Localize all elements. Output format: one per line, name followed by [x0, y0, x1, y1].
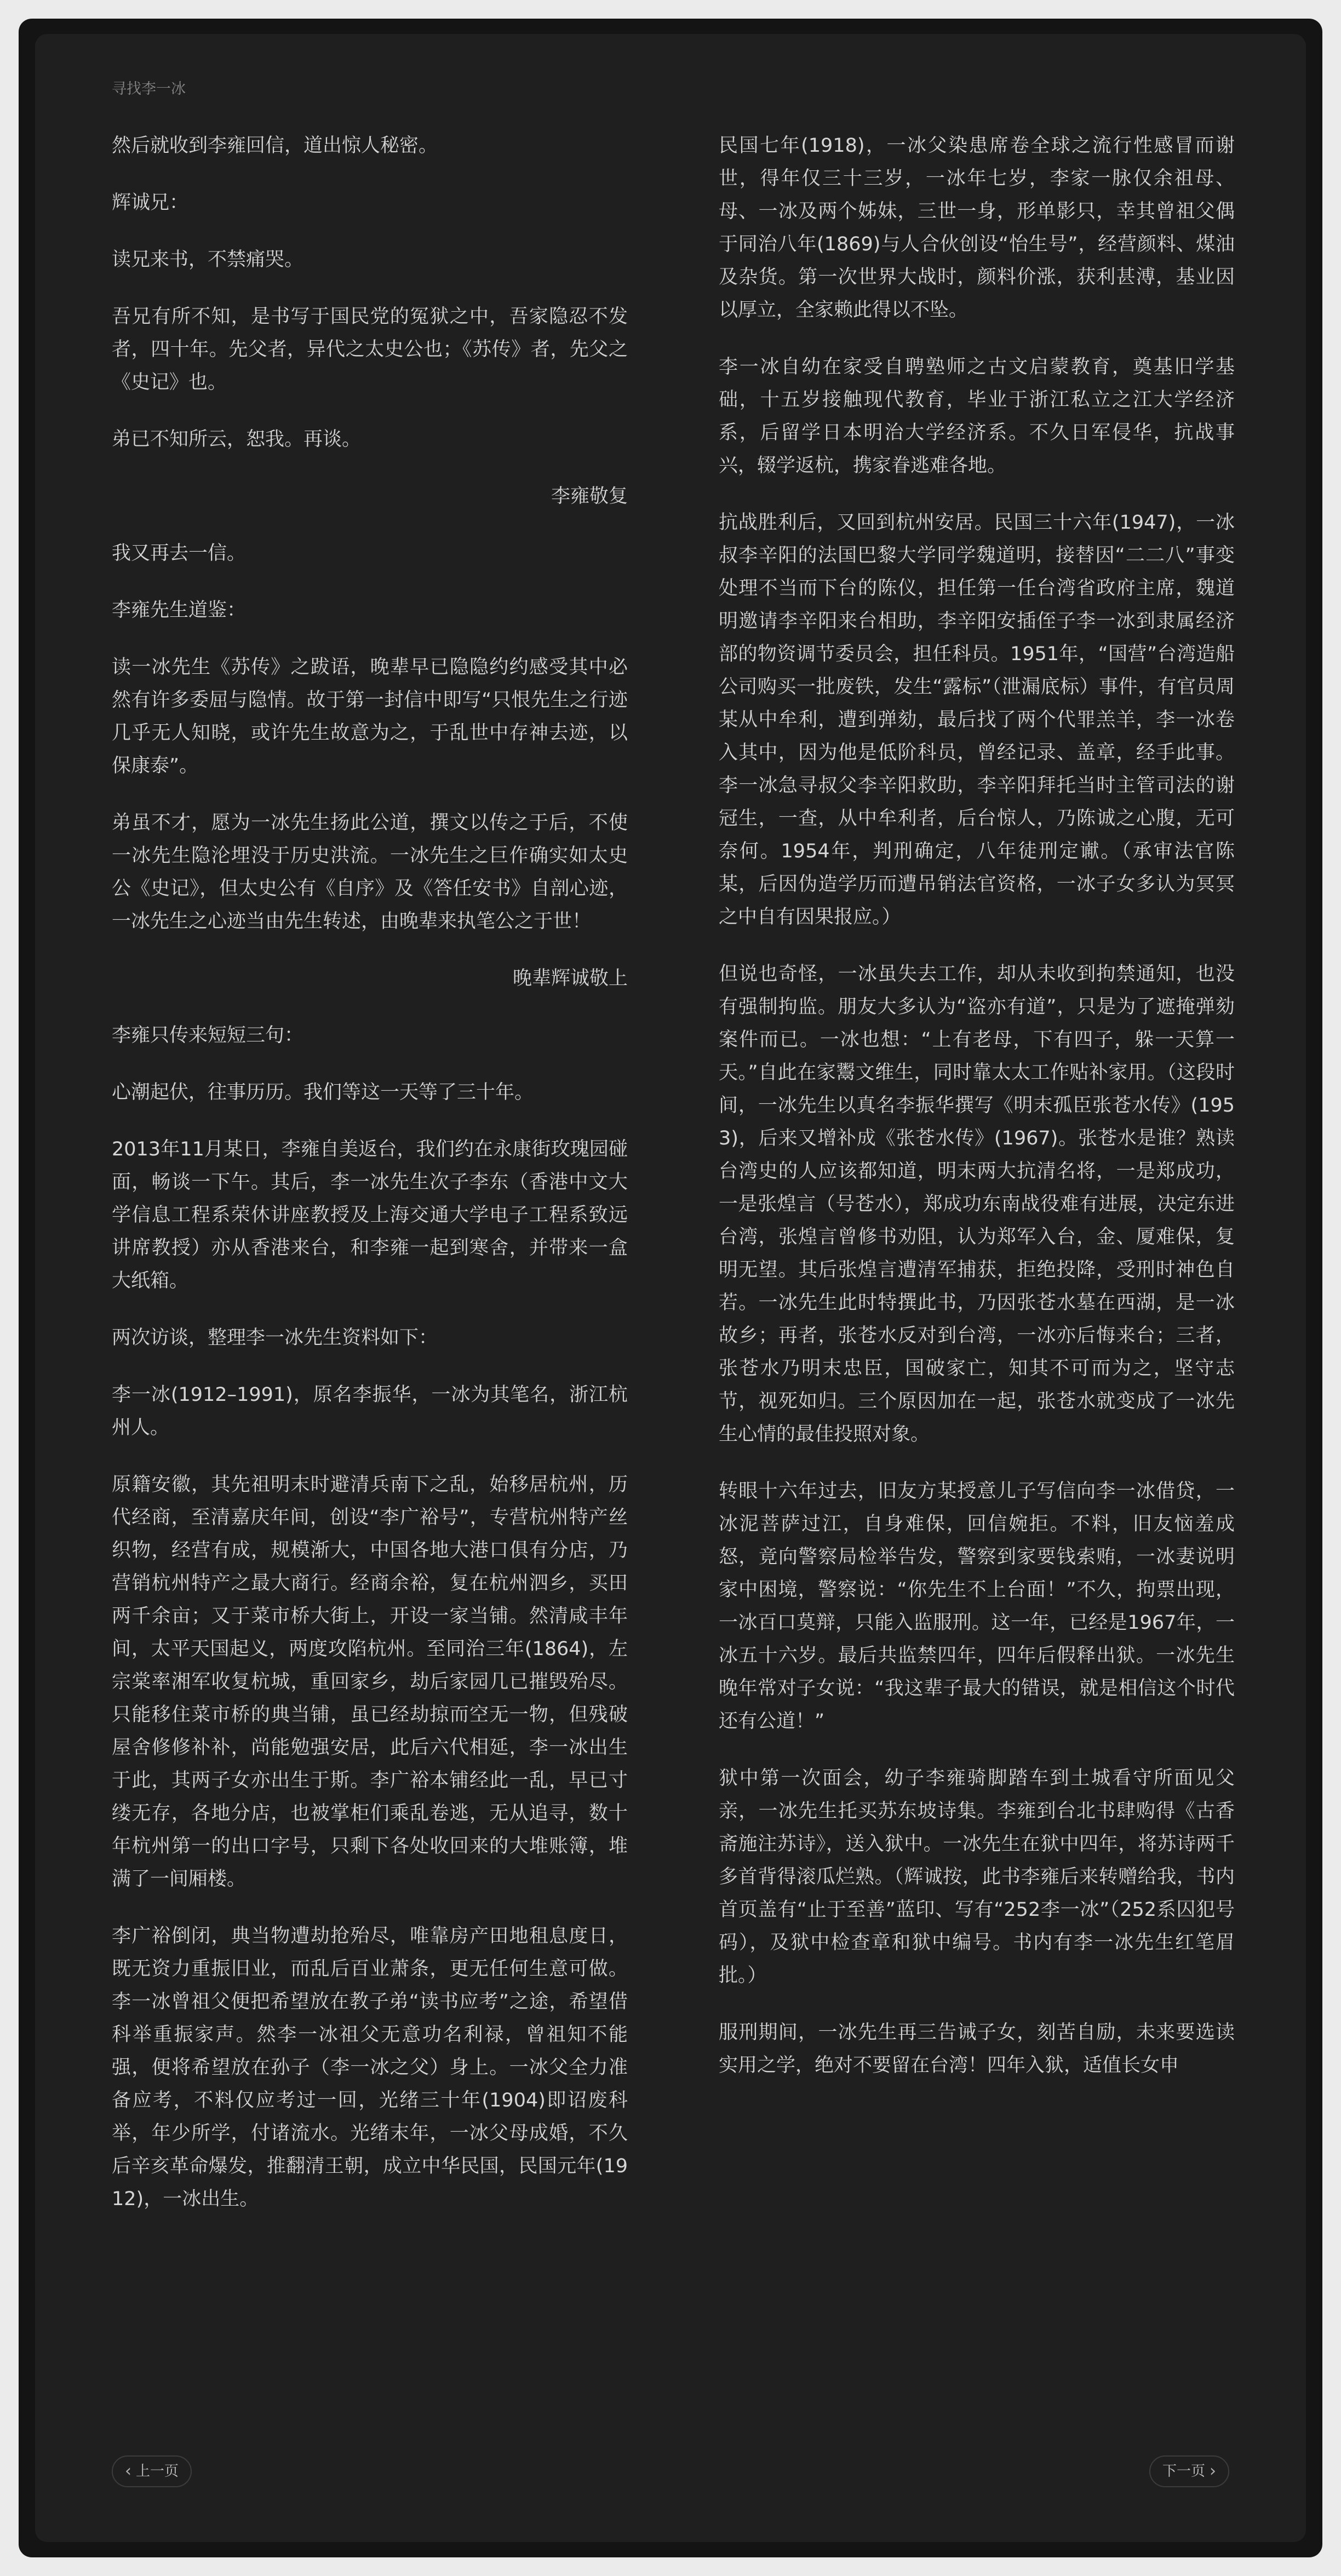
paragraph: 原籍安徽，其先祖明末时避清兵南下之乱，始移居杭州，历代经商，至清嘉庆年间，创设“李广裕号”，专营杭州特产丝织物，经营有成，规模渐大，中国各地大港口俱有分店，乃营销杭州特产之最大商行。经商余裕，复在杭州泗乡，买田两千余亩；又于菜市桥大街上，开设一家当铺。然清咸丰年间，太平天国起义，两度攻陷杭州。至同治三年(1864)，左宗棠率湘军收复杭城，重回家乡，劫后家园几已摧毁殆尽。只能移住菜市桥的典当铺，虽已经劫掠而空无一物，但残破屋舍修修补补，尚能勉强安居，此后六代相延，李一冰出生于此，其两子女亦出生于斯。李广裕本铺经此一乱，早已寸缕无存，各地分店，也被掌柜们乘乱卷逃，无从追寻，数十年杭州第一的出口字号，只剩下各处收回来的大堆账簿，堆满了一间厢楼。 [112, 1474, 628, 1890]
next-page-label: 下一页 [1162, 2463, 1205, 2480]
app-window [19, 19, 1322, 2557]
paragraph: 民国七年(1918)，一冰父染患席卷全球之流行性感冒而谢世，得年仅三十三岁，一冰年七岁，李家一脉仅余祖母、母、一冰及两个姊妹，三世一身，形单影只，幸其曾祖父偶于同治八年(1869)与人合伙创设“怡生号”，经营颜料、煤油及杂货。第一次世界大战时，颜料价涨，获利甚溥，基业因以厚立，全家赖此得以不坠。 [719, 135, 1235, 321]
paragraph: 弟虽不才，愿为一冰先生扬此公道，撰文以传之于后，不使一冰先生隐沦埋没于历史洪流。一冰先生之巨作确实如太史公《史记》，但太史公有《自序》及《答任安书》自剖心迹，一冰先生之心迹当由先生转述，由晚辈来执笔公之于世！ [112, 812, 628, 932]
paragraph: 两次访谈，整理李一冰先生资料如下： [112, 1327, 438, 1349]
signature-line: 李雍敬复 [551, 485, 628, 507]
paragraph: 李雍先生道鉴： [112, 599, 247, 621]
paragraph: 读一冰先生《苏传》之跋语，晚辈早已隐隐约约感受其中必然有许多委屈与隐情。故于第一封信中即写“只恨先生之行迹几乎无人知晓，或许先生故意为之，于乱世中存神去迹，以保康泰”。 [112, 656, 628, 777]
paragraph: 李一冰(1912–1991)，原名李振华，一冰为其笔名，浙江杭州人。 [112, 1384, 628, 1439]
chevron-left-icon: ‹ [125, 2461, 131, 2481]
chevron-right-icon: › [1210, 2461, 1216, 2481]
paragraph: 服刑期间，一冰先生再三告诫子女，刻苦自励，未来要选读实用之学，绝对不要留在台湾！四年入狱，适值长女申 [719, 2022, 1235, 2076]
document-title: 寻找李一冰 [112, 81, 186, 97]
reader-page [35, 34, 1306, 2542]
paragraph: 抗战胜利后，又回到杭州安居。民国三十六年(1947)，一冰叔李辛阳的法国巴黎大学同学魏道明，接替因“二二八”事变处理不当而下台的陈仪，担任第一任台湾省政府主席，魏道明邀请李辛阳来台相助，李辛阳安插侄子李一冰到隶属经济部的物资调节委员会，担任科员。1951年，“国营”台湾造船公司购买一批废铁，发生“露标”（泄漏底标）事件，有官员周某从中牟利，遭到弹劾，最后找了两个代罪羔羊，李一冰卷入其中，因为他是低阶科员，曾经记录、盖章，经手此事。李一冰急寻叔父李辛阳救助，李辛阳拜托当时主管司法的谢冠生，一查，从中牟利者，后台惊人，乃陈诚之心腹，无可奈何。1954年，判刑确定，八年徒刑定谳。（承审法官陈某，后因伪造学历而遭吊销法官资格，一冰子女多认为冥冥之中自有因果报应。） [719, 512, 1235, 928]
prev-page-button[interactable] [112, 2455, 192, 2487]
paragraph: 狱中第一次面会，幼子李雍骑脚踏车到土城看守所面见父亲，一冰先生托买苏东坡诗集。李雍到台北书肆购得《古香斋施注苏诗》，送入狱中。一冰先生在狱中四年，将苏诗两千多首背得滚瓜烂熟。（辉诚按，此书李雍后来转赠给我，书内首页盖有“止于至善”蓝印、写有“252李一冰”（252系囚犯号码），及狱中检查章和狱中编号。书内有李一冰先生红笔眉批。） [719, 1767, 1235, 1987]
paragraph: 弟已不知所云，恕我。再谈。 [112, 428, 362, 450]
left-column [112, 129, 628, 2240]
paragraph: 李一冰自幼在家受自聘塾师之古文启蒙教育，奠基旧学基础，十五岁接触现代教育，毕业于浙江私立之江大学经济系，后留学日本明治大学经济系。不久日军侵华，抗战事兴，辍学返杭，携家眷逃难各地。 [719, 356, 1235, 477]
paragraph: 李广裕倒闭，典当物遭劫抢殆尽，唯靠房产田地租息度日，既无资力重振旧业，而乱后百业萧条，更无任何生意可做。李一冰曾祖父便把希望放在教子弟“读书应考”之途，希望借科举重振家声。然李一冰祖父无意功名利禄，曾祖知不能强，便将希望放在孙子（李一冰之父）身上。一冰父全力准备应考，不料仅应考过一回，光绪三十年(1904)即诏废科举，年少所学，付诸流水。光绪末年，一冰父母成婚，不久后辛亥革命爆发，推翻清王朝，成立中华民国，民国元年(1912)，一冰出生。 [112, 1925, 628, 2210]
paragraph: 我又再去一信。 [112, 542, 247, 564]
paragraph: 然后就收到李雍回信，道出惊人秘密。 [112, 135, 438, 157]
paragraph: 读兄来书，不禁痛哭。 [112, 249, 304, 271]
paragraph: 辉诚兄： [112, 192, 189, 214]
paragraph: 2013年11月某日，李雍自美返台，我们约在永康街玫瑰园碰面，畅谈一下午。其后，李一冰先生次子李东（香港中文大学信息工程系荣休讲座教授及上海交通大学电子工程系致远讲席教授）亦从香港来台，和李雍一起到寒舍，并带来一盒大纸箱。 [112, 1138, 628, 1292]
paragraph: 心潮起伏，往事历历。我们等这一天等了三十年。 [112, 1081, 534, 1103]
prev-page-label: 上一页 [136, 2463, 179, 2480]
paragraph: 转眼十六年过去，旧友方某授意儿子写信向李一冰借贷，一冰泥菩萨过江，自身难保，回信婉拒。不料，旧友恼羞成怒，竟向警察局检举告发，警察到家要钱索贿，一冰妻说明家中困境，警察说：“你先生不上台面！”不久，拘票出现，一冰百口莫辩，只能入监服刑。这一年，已经是1967年，一冰五十六岁。最后共监禁四年，四年后假释出狱。一冰先生晚年常对子女说：“我这辈子最大的错误，就是相信这个时代还有公道！” [719, 1480, 1235, 1732]
paragraph: 吾兄有所不知，是书写于国民党的冤狱之中，吾家隐忍不发者，四十年。先父者，异代之太史公也；《苏传》者，先父之《史记》也。 [112, 306, 628, 393]
paragraph: 但说也奇怪，一冰虽失去工作，却从未收到拘禁通知，也没有强制拘监。朋友大多认为“盗亦有道”，只是为了遮掩弹劾案件而已。一冰也想：“上有老母，下有四子，躲一天算一天。”自此在家鬻文维生，同时靠太太工作贴补家用。（这段时间，一冰先生以真名李振华撰写《明末孤臣张苍水传》(1953)，后来又增补成《张苍水传》(1967)。张苍水是谁？熟读台湾史的人应该都知道，明末两大抗清名将，一是郑成功，一是张煌言（号苍水），郑成功东南战役难有进展，决定东进台湾，张煌言曾修书劝阻，认为郑军入台，金、厦难保，复明无望。其后张煌言遭清军捕获，拒绝投降，受刑时神色自若。一冰先生此时特撰此书，乃因张苍水墓在西湖，是一冰故乡；再者，张苍水反对到台湾，一冰亦后悔来台；三者，张苍水乃明末忠臣，国破家亡，知其不可而为之，坚守志节，视死如归。三个原因加在一起，张苍水就变成了一冰先生心情的最佳投照对象。 [719, 963, 1235, 1445]
signature-line: 晚辈辉诚敬上 [512, 968, 628, 989]
paragraph: 李雍只传来短短三句： [112, 1024, 304, 1046]
right-column [719, 129, 1235, 2106]
next-page-button[interactable] [1149, 2455, 1229, 2487]
